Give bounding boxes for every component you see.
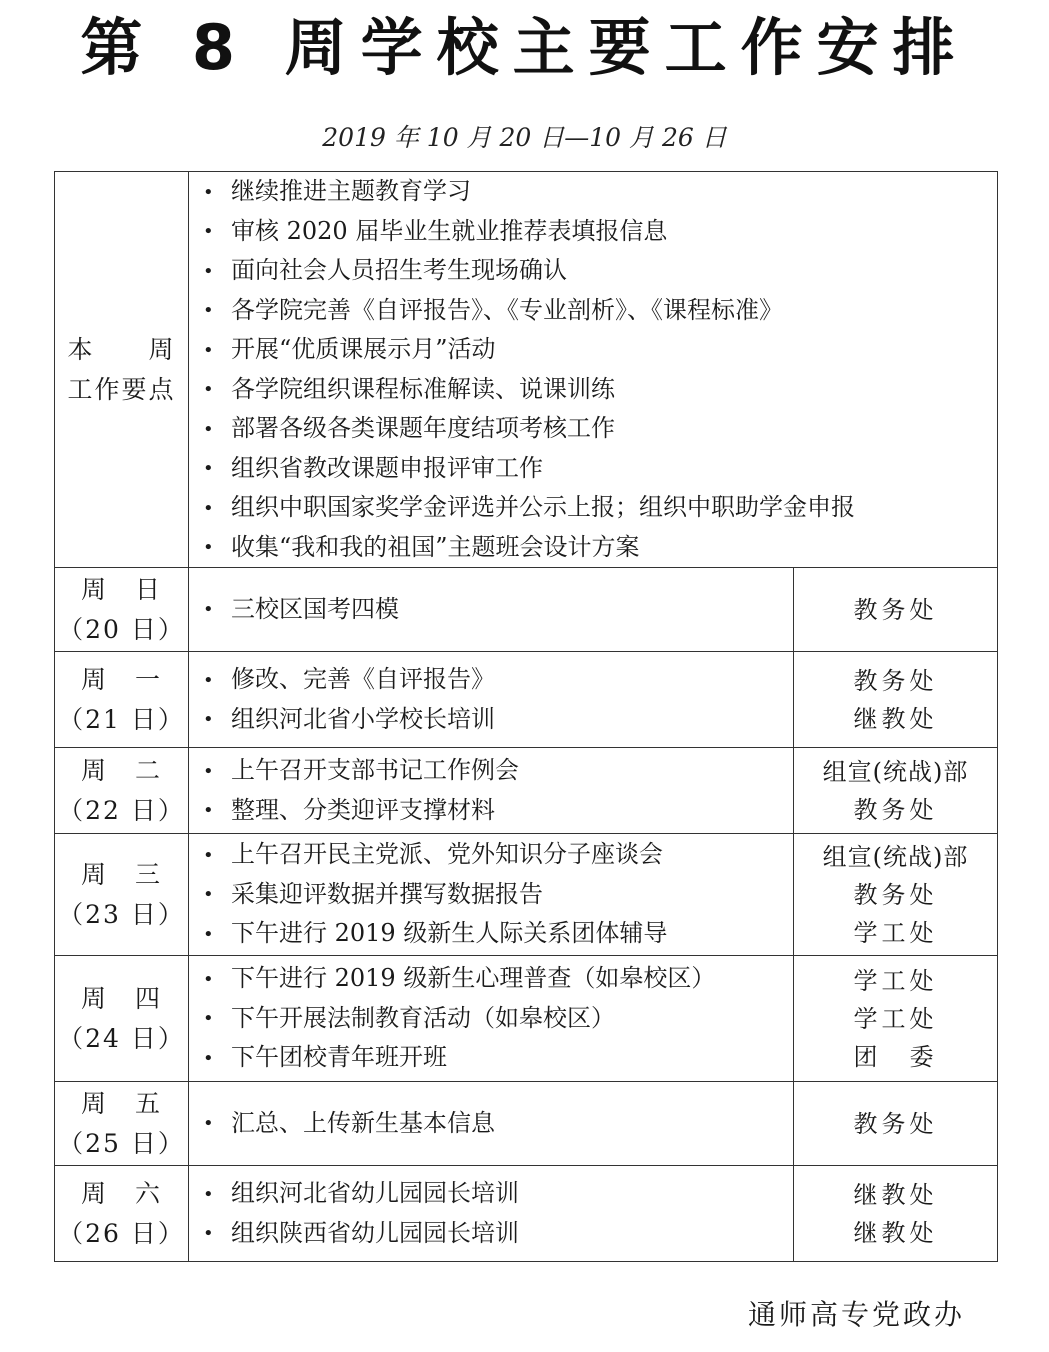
table-row-tuesday <box>55 748 998 834</box>
day-date: （21 日） <box>58 704 185 734</box>
list-item: • 三校区国考四模 <box>203 590 793 630</box>
dept-cell <box>794 748 998 834</box>
dept-cell <box>794 1166 998 1262</box>
day-date: （22 日） <box>58 795 185 825</box>
table-row-friday <box>55 1082 998 1166</box>
list-item: • 各学院组织课程标准解读、说课训练 <box>203 370 997 410</box>
dept-name: 学工处 <box>853 918 938 947</box>
list-item: • 组织河北省小学校长培训 <box>203 700 793 740</box>
key-points-label-line2: 工作要点 <box>67 374 176 404</box>
day-cell <box>55 652 189 748</box>
date-range: 2019 年 10 月 20 日—10 月 26 日 <box>322 123 727 152</box>
key-points-label-line1: 本 周 <box>67 334 176 364</box>
dept-name: 教务处 <box>853 595 938 624</box>
day-name: 周 四 <box>80 983 162 1013</box>
day-items <box>189 1166 794 1262</box>
day-cell <box>55 956 189 1082</box>
list-item: • 继续推进主题教育学习 <box>203 172 997 212</box>
day-name: 周 五 <box>80 1088 162 1118</box>
dept-cell <box>794 956 998 1082</box>
dept-cell <box>794 568 998 652</box>
list-item: • 部署各级各类课题年度结项考核工作 <box>203 409 997 449</box>
day-cell <box>55 1166 189 1262</box>
dept-name: 继教处 <box>853 704 938 733</box>
day-items <box>189 834 794 956</box>
dept-name: 继教处 <box>853 1180 938 1209</box>
table-row-wednesday <box>55 834 998 956</box>
list-item: • 下午进行 2019 级新生心理普查（如皋校区） <box>203 959 793 999</box>
day-date: （20 日） <box>58 614 185 644</box>
day-items <box>189 1082 794 1166</box>
footer-signature: 通师高专党政办 <box>747 1298 965 1331</box>
day-name: 周 一 <box>80 664 162 694</box>
list-item: • 汇总、上传新生基本信息 <box>203 1104 793 1144</box>
dept-name: 教务处 <box>853 795 938 824</box>
day-cell <box>55 1082 189 1166</box>
list-item: • 整理、分类迎评支撑材料 <box>203 791 793 831</box>
dept-cell <box>794 652 998 748</box>
list-item: • 组织省教改课题申报评审工作 <box>203 449 997 489</box>
dept-name: 教务处 <box>853 1109 938 1138</box>
list-item: • 组织河北省幼儿园园长培训 <box>203 1174 793 1214</box>
list-item: • 上午召开支部书记工作例会 <box>203 751 793 791</box>
table-row-thursday <box>55 956 998 1082</box>
schedule-table <box>54 171 998 1262</box>
page-title: 第 8 周学校主要工作安排 <box>80 11 969 84</box>
dept-name: 组宣(统战)部 <box>822 842 969 871</box>
day-cell <box>55 568 189 652</box>
key-points-list <box>189 172 998 568</box>
dept-name: 教务处 <box>853 666 938 695</box>
dept-name: 组宣(统战)部 <box>822 757 969 786</box>
day-date: （24 日） <box>58 1023 185 1053</box>
list-item: • 审核 2020 届毕业生就业推荐表填报信息 <box>203 212 997 252</box>
list-item: • 修改、完善《自评报告》 <box>203 660 793 700</box>
list-item: • 组织陕西省幼儿园园长培训 <box>203 1214 793 1254</box>
list-item: • 下午开展法制教育活动（如皋校区） <box>203 999 793 1039</box>
day-cell <box>55 834 189 956</box>
list-item: • 开展“优质课展示月”活动 <box>203 330 997 370</box>
dept-name: 继教处 <box>853 1218 938 1247</box>
dept-name: 学工处 <box>853 966 938 995</box>
dept-name: 教务处 <box>853 880 938 909</box>
list-item: • 各学院完善《自评报告》、《专业剖析》、《课程标准》 <box>203 291 997 331</box>
list-item: • 收集“我和我的祖国”主题班会设计方案 <box>203 528 997 568</box>
day-items <box>189 652 794 748</box>
day-items <box>189 568 794 652</box>
dept-name: 团 委 <box>853 1042 938 1071</box>
list-item: • 下午团校青年班开班 <box>203 1038 793 1078</box>
day-cell <box>55 748 189 834</box>
day-name: 周 日 <box>80 574 162 604</box>
dept-cell <box>794 1082 998 1166</box>
key-points-label <box>55 172 189 568</box>
day-date: （25 日） <box>58 1128 185 1158</box>
day-items <box>189 748 794 834</box>
list-item: • 下午进行 2019 级新生人际关系团体辅导 <box>203 914 793 954</box>
list-item: • 面向社会人员招生考生现场确认 <box>203 251 997 291</box>
list-item: • 采集迎评数据并撰写数据报告 <box>203 875 793 915</box>
dept-cell <box>794 834 998 956</box>
table-row-monday <box>55 652 998 748</box>
table-row-saturday <box>55 1166 998 1262</box>
day-name: 周 二 <box>80 755 162 785</box>
table-row-sunday <box>55 568 998 652</box>
dept-name: 学工处 <box>853 1004 938 1033</box>
list-item: • 组织中职国家奖学金评选并公示上报；组织中职助学金申报 <box>203 488 997 528</box>
day-date: （26 日） <box>58 1218 185 1248</box>
day-items <box>189 956 794 1082</box>
key-points-row <box>55 172 998 568</box>
day-name: 周 三 <box>80 859 162 889</box>
day-date: （23 日） <box>58 899 185 929</box>
list-item: • 上午召开民主党派、党外知识分子座谈会 <box>203 835 793 875</box>
day-name: 周 六 <box>80 1178 162 1208</box>
